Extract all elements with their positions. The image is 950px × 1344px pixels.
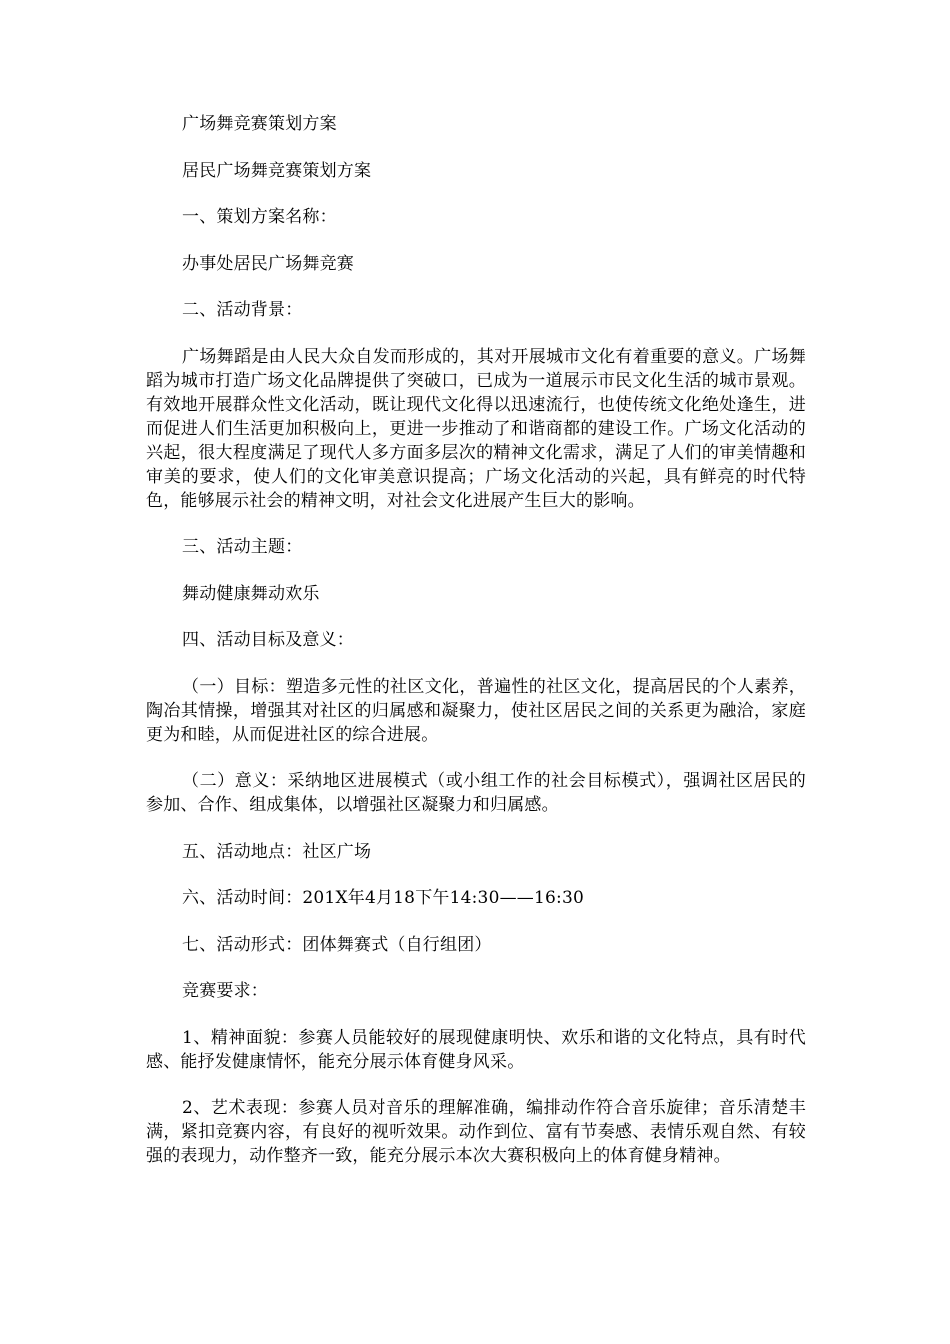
document-subtitle: 居民广场舞竞赛策划方案 (182, 160, 372, 181)
location-text: 五、活动地点：社区广场 (182, 841, 372, 862)
document-title: 广场舞竞赛策划方案 (182, 114, 337, 134)
section-heading-background: 二、活动背景： (182, 300, 303, 320)
requirements-heading: 竞赛要求： (182, 981, 268, 1001)
theme-text: 舞动健康舞动欢乐 (182, 583, 320, 604)
requirement-item-1: 1、精神面貌：参赛人员能较好的展现健康明快、欢乐和谐的文化特点，具有时代感、能抒发健康情怀，能充分展示体育健身风采。 (146, 1027, 806, 1072)
section-heading-goals: 四、活动目标及意义： (182, 630, 354, 650)
format-text: 七、活动形式：团体舞赛式（自行组团） (182, 934, 492, 955)
section-heading-name: 一、策划方案名称： (182, 207, 337, 227)
requirement-item-2: 2、艺术表现：参赛人员对音乐的理解准确，编排动作符合音乐旋律；音乐清楚丰满，紧扣竞赛内容，有良好的视听效果。动作到位、富有节奏感、表情乐观自然、有较强的表现力，动作整齐一致，能充分展示本次大赛积极向上的体育健身精神。 (146, 1098, 806, 1166)
document-page (146, 112, 806, 1191)
time-text: 六、活动时间：201X年4月18下午14:30——16:30 (182, 888, 584, 908)
background-paragraph: 广场舞蹈是由人民大众自发而形成的，其对开展城市文化有着重要的意义。广场舞蹈为城市打造广场文化品牌提供了突破口，已成为一道展示市民文化生活的城市景观。有效地开展群众性文化活动，既让现代文化得以迅速流行，也使传统文化绝处逢生，进而促进人们生活更加积极向上，更进一步推动了和谐商都的建设工作。广场文化活动的兴起，很大程度满足了现代人多方面多层次的精神文化需求，满足了人们的审美情趣和审美的要求，使人们的文化审美意识提高；广场文化活动的兴起，具有鲜亮的时代特色，能够展示社会的精神文明，对社会文化进展产生巨大的影响。 (146, 346, 806, 511)
goal-paragraph: （一）目标：塑造多元性的社区文化，普遍性的社区文化，提高居民的个人素养，陶冶其情操，增强其对社区的归属感和凝聚力，使社区居民之间的关系更为融洽，家庭更为和睦，从而促进社区的综合进展。 (146, 676, 806, 745)
plan-name-text: 办事处居民广场舞竞赛 (182, 253, 354, 274)
section-heading-theme: 三、活动主题： (182, 537, 303, 557)
meaning-paragraph: （二）意义：采纳地区进展模式（或小组工作的社会目标模式），强调社区居民的参加、合作、组成集体，以增强社区凝聚力和归属感。 (146, 771, 806, 815)
